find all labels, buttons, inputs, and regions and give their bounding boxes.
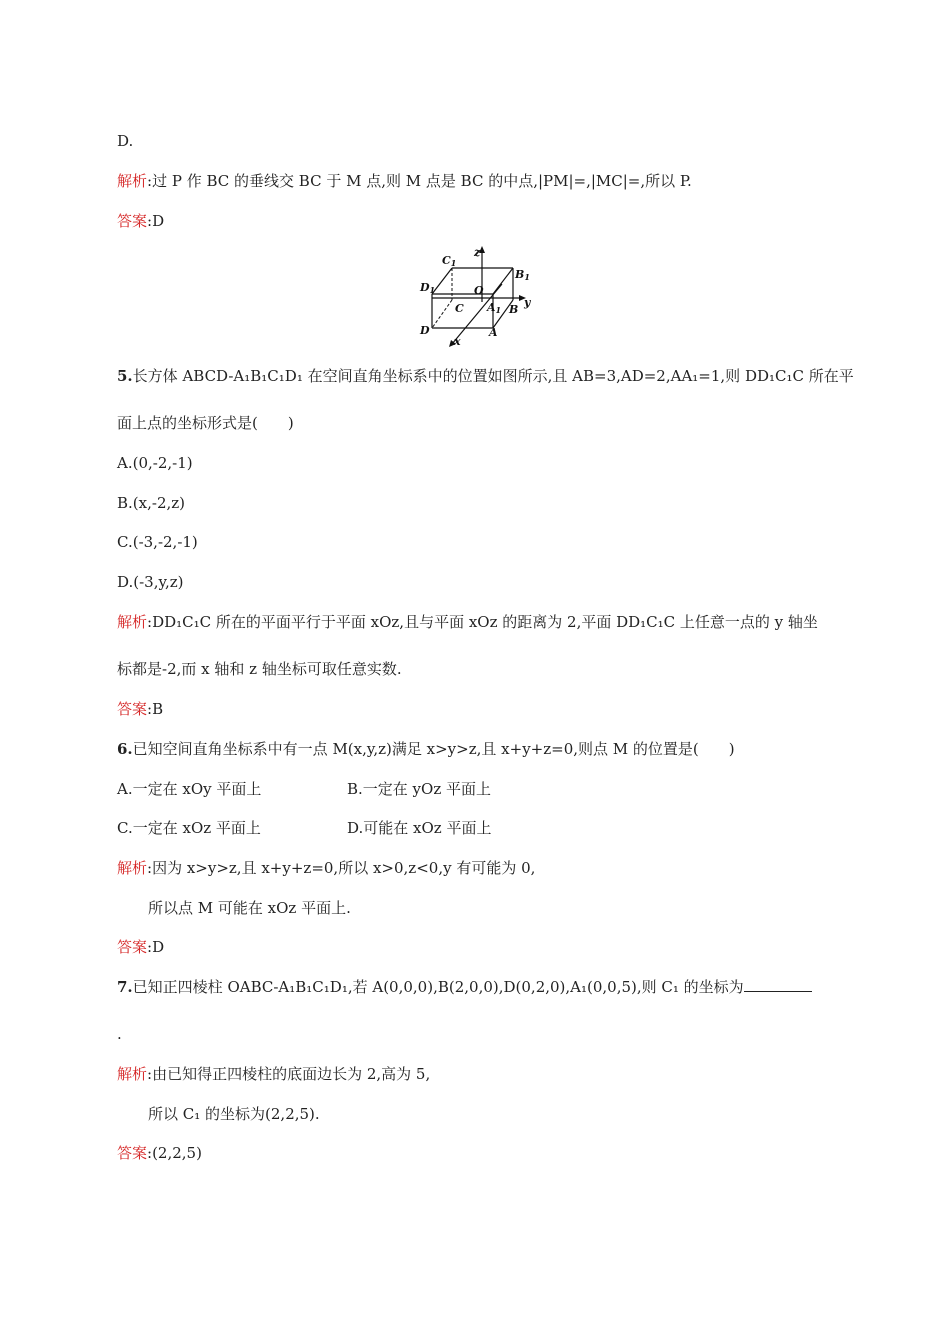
analysis-text: :DD₁C₁C 所在的平面平行于平面 xOz,且与平面 xOz 的距离为 2,平面 DD₁C₁C 上任意一点的 y 轴坐 — [147, 613, 818, 631]
label-a1: A1 — [487, 301, 502, 315]
stem-text: 已知空间直角坐标系中有一点 M(x,y,z)满足 x>y>z,且 x+y+z=0,则点 M 的位置是( ) — [132, 740, 735, 758]
label-a: A — [489, 326, 498, 339]
label-b1: B1 — [515, 268, 530, 282]
q4-option-d: D. — [117, 132, 134, 150]
q5-stem-line1 — [117, 366, 854, 386]
q6-analysis-line2: 所以点 M 可能在 xOz 平面上. — [148, 899, 351, 917]
label-o: O — [474, 284, 484, 297]
label-y-axis: y — [524, 296, 531, 309]
q7-stem — [117, 977, 812, 997]
question-number: 5. — [117, 367, 133, 385]
q4-answer — [117, 211, 164, 231]
q5-analysis-line1 — [117, 612, 818, 632]
q5-option-d: D.(-3,y,z) — [117, 573, 184, 591]
label-z-axis: z — [474, 246, 481, 259]
q7-analysis-line2: 所以 C₁ 的坐标为(2,2,5). — [148, 1105, 320, 1123]
label-d: D — [420, 324, 430, 337]
q5-option-a: A.(0,-2,-1) — [117, 454, 193, 472]
q6-option-c: C.一定在 xOz 平面上 — [117, 819, 261, 837]
answer-text: :B — [147, 700, 164, 718]
analysis-text: :过 P 作 BC 的垂线交 BC 于 M 点,则 M 点是 BC 的中点,|PM|=,|MC|=,所以 P. — [147, 172, 692, 190]
answer-text: :D — [147, 938, 165, 956]
label-d1: D1 — [420, 281, 436, 295]
analysis-label: 解析 — [117, 172, 148, 190]
stem-text: 长方体 ABCD-A₁B₁C₁D₁ 在空间直角坐标系中的位置如图所示,且 AB=3,AD=2,AA₁=1,则 DD₁C₁C 所在平 — [132, 367, 854, 385]
cuboid-coordinate-figure — [418, 244, 534, 348]
stem-text: 已知正四棱柱 OABC-A₁B₁C₁D₁,若 A(0,0,0),B(2,0,0),D(0,2,0),A₁(0,0,5),则 C₁ 的坐标为 — [132, 978, 744, 996]
answer-label: 答案 — [117, 1144, 148, 1162]
answer-text: :D — [147, 212, 165, 230]
answer-label: 答案 — [117, 700, 148, 718]
label-x-axis: x — [454, 335, 461, 348]
q5-answer — [117, 699, 163, 719]
analysis-text: :因为 x>y>z,且 x+y+z=0,所以 x>0,z<0,y 有可能为 0, — [147, 859, 536, 877]
q6-option-b: B.一定在 yOz 平面上 — [347, 780, 492, 798]
q7-answer — [117, 1143, 202, 1163]
analysis-text: :由已知得正四棱柱的底面边长为 2,高为 5, — [147, 1065, 431, 1083]
q6-stem — [117, 739, 735, 759]
label-c: C — [455, 302, 464, 315]
q6-option-d: D.可能在 xOz 平面上 — [347, 819, 492, 837]
analysis-label: 解析 — [117, 613, 148, 631]
q7-stem-end: . — [117, 1025, 122, 1043]
q5-stem-line2: 面上点的坐标形式是( ) — [117, 414, 294, 432]
question-number: 6. — [117, 740, 133, 758]
answer-label: 答案 — [117, 938, 148, 956]
q5-analysis-line2: 标都是-2,而 x 轴和 z 轴坐标可取任意实数. — [117, 660, 402, 678]
q6-answer — [117, 937, 164, 957]
label-c1: C1 — [442, 254, 457, 268]
label-b: B — [509, 303, 519, 316]
q5-option-c: C.(-3,-2,-1) — [117, 533, 198, 551]
q4-analysis — [117, 171, 692, 191]
analysis-label: 解析 — [117, 859, 148, 877]
answer-blank[interactable] — [744, 977, 812, 992]
q6-option-a: A.一定在 xOy 平面上 — [117, 780, 262, 798]
answer-text: :(2,2,5) — [147, 1144, 202, 1162]
answer-label: 答案 — [117, 212, 148, 230]
q6-analysis-line1 — [117, 858, 535, 878]
question-number: 7. — [117, 978, 133, 996]
q7-analysis-line1 — [117, 1064, 430, 1084]
analysis-label: 解析 — [117, 1065, 148, 1083]
q5-option-b: B.(x,-2,z) — [117, 494, 186, 512]
